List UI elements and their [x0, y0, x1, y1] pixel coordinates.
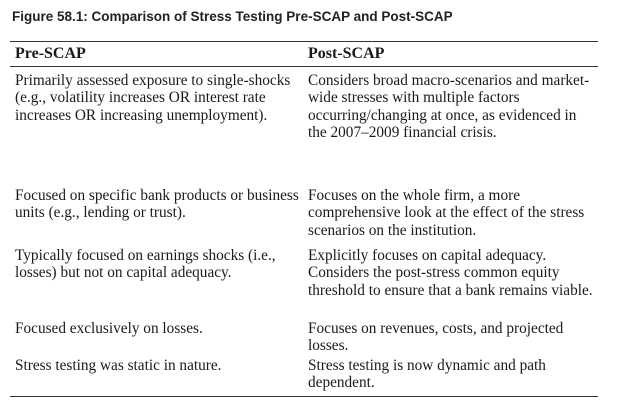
- table-bottom-rule: [10, 396, 598, 397]
- header-pre-scap: Pre-SCAP: [15, 45, 86, 62]
- pre-scap-cell: Typically focused on earnings shocks (i.e., losses) but not on capital adequacy.: [15, 246, 276, 282]
- table-row: [10, 187, 598, 247]
- header-post-scap: Post-SCAP: [308, 45, 385, 62]
- post-scap-cell: Focuses on revenues, costs, and projected losses.: [308, 319, 564, 355]
- table-header-row: [10, 42, 598, 66]
- post-scap-cell: Stress testing is now dynamic and path dependent.: [308, 356, 546, 392]
- post-scap-cell: Explicitly focuses on capital adequacy. Considers the post-stress common equity threshold to ensure that a bank remains viable.: [308, 246, 593, 299]
- pre-scap-cell: Stress testing was static in nature.: [15, 356, 222, 374]
- post-scap-cell: Focuses on the whole firm, a more comprehensive look at the effect of the stress scenarios on the institution.: [308, 186, 585, 239]
- pre-scap-cell: Focused exclusively on losses.: [15, 319, 203, 337]
- pre-scap-cell: Primarily assessed exposure to single-shocks (e.g., volatility increases OR interest rate increases OR increasing unemployment).: [15, 71, 291, 124]
- table-row: [10, 247, 598, 320]
- pre-scap-cell: Focused on specific bank products or business units (e.g., lending or trust).: [15, 186, 299, 222]
- table-row: [10, 320, 598, 357]
- table-row: [10, 357, 598, 396]
- comparison-table: [10, 41, 598, 397]
- post-scap-cell: Considers broad macro-scenarios and market-wide stresses with multiple factors occurring/changing at once, as evidenced in the 2007–2009 financial crisis.: [308, 71, 590, 142]
- figure-title: Figure 58.1: Comparison of Stress Testing Pre-SCAP and Post-SCAP: [12, 9, 453, 24]
- table-row: [10, 67, 598, 187]
